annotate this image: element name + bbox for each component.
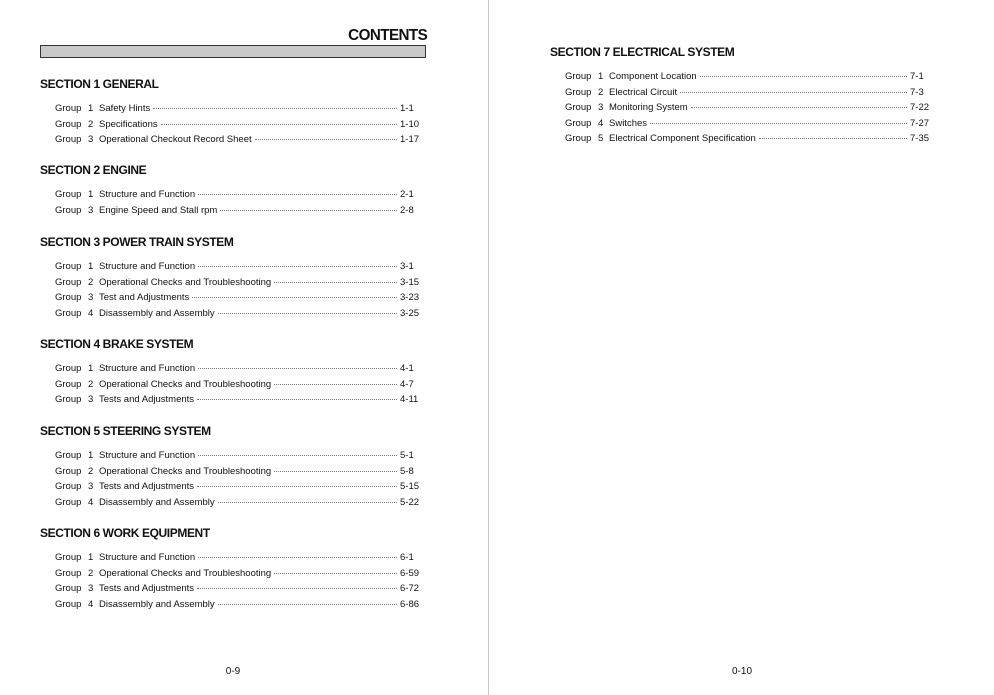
- toc-leader-dots: [274, 572, 397, 574]
- toc-page-number: 6-1: [400, 552, 414, 563]
- toc-group-number: 3: [88, 583, 94, 594]
- toc-page-number: 7-22: [910, 102, 930, 113]
- section-title: SECTION 4 BRAKE SYSTEM: [40, 337, 194, 351]
- toc-group-label: Group: [55, 204, 82, 216]
- toc-entry[interactable]: [40, 466, 420, 482]
- toc-group-label: Group: [55, 103, 82, 114]
- toc-leader-dots: [218, 501, 397, 503]
- toc-page-number: 7-35: [910, 133, 930, 144]
- toc-entry[interactable]: [40, 103, 420, 119]
- toc-entry[interactable]: [40, 292, 420, 308]
- toc-group-label: Group: [565, 133, 592, 144]
- toc-entry[interactable]: [40, 552, 420, 568]
- toc-group-label: Group: [55, 450, 82, 461]
- toc-page-number: 3-25: [400, 307, 420, 319]
- toc-group-number: 1: [88, 363, 94, 374]
- section-title: SECTION 1 GENERAL: [40, 77, 159, 91]
- toc-entry-title: Disassembly and Assembly: [99, 307, 215, 319]
- toc-entry[interactable]: [550, 102, 930, 118]
- toc-leader-dots: [197, 587, 397, 589]
- toc-group-label: Group: [55, 307, 82, 319]
- toc-entry[interactable]: [550, 71, 930, 87]
- toc-entry[interactable]: [550, 133, 930, 149]
- toc-section: [40, 77, 420, 150]
- toc-group-label: Group: [55, 394, 82, 405]
- toc-group-number: 5: [598, 133, 604, 144]
- toc-page-number: 7-1: [910, 71, 924, 82]
- toc-group-number: 1: [88, 103, 94, 114]
- toc-leader-dots: [218, 312, 397, 314]
- toc-leader-dots: [197, 398, 397, 400]
- toc-page-number: 3-15: [400, 276, 420, 288]
- toc-entry[interactable]: [40, 379, 420, 395]
- toc-entry-title: Specifications: [99, 118, 158, 130]
- toc-group-label: Group: [55, 118, 82, 130]
- toc-page-number: 3-23: [400, 292, 420, 303]
- toc-leader-dots: [691, 106, 907, 108]
- toc-entry-title: Structure and Function: [99, 363, 196, 374]
- toc-group-label: Group: [55, 583, 82, 594]
- toc-group-label: Group: [55, 496, 82, 508]
- toc-page-number: 1-10: [400, 118, 420, 130]
- toc-page-number: 7-27: [910, 117, 930, 129]
- toc-page-number: 7-3: [910, 86, 924, 98]
- toc-page-number: 5-15: [400, 481, 420, 492]
- toc-group-number: 3: [598, 102, 604, 113]
- toc-entry-title: Engine Speed and Stall rpm: [99, 204, 218, 216]
- toc-entry-title: Operational Checks and Troubleshooting: [99, 465, 272, 477]
- toc-section: [40, 526, 420, 614]
- toc-leader-dots: [161, 123, 397, 125]
- toc-page-number: 4-11: [400, 394, 419, 405]
- toc-entry[interactable]: [550, 118, 930, 134]
- toc-group-label: Group: [55, 189, 82, 200]
- right-page: [489, 0, 994, 695]
- toc-entry-title: Operational Checkout Record Sheet: [99, 134, 252, 145]
- toc-entry-title: Operational Checks and Troubleshooting: [99, 276, 272, 288]
- toc-page-number: 5-8: [400, 465, 414, 477]
- toc-entry-title: Structure and Function: [99, 261, 196, 272]
- toc-group-label: Group: [55, 363, 82, 374]
- toc-section: [40, 424, 420, 512]
- toc-group-label: Group: [55, 276, 82, 288]
- toc-page-number: 3-1: [400, 261, 414, 272]
- toc-entry[interactable]: [40, 308, 420, 324]
- section-title: SECTION 5 STEERING SYSTEM: [40, 424, 211, 438]
- toc-entry[interactable]: [40, 568, 420, 584]
- toc-leader-dots: [218, 603, 397, 605]
- toc-group-number: 2: [88, 118, 94, 130]
- toc-page-number: 5-1: [400, 450, 414, 461]
- toc-page-number: 6-86: [400, 598, 420, 610]
- toc-group-label: Group: [55, 134, 82, 145]
- contents-header-bar: [40, 45, 426, 58]
- toc-group-number: 3: [88, 481, 94, 492]
- toc-group-number: 4: [88, 496, 94, 508]
- toc-group-label: Group: [55, 378, 82, 390]
- page-number-right: 0-10: [731, 666, 752, 677]
- toc-entry-title: Structure and Function: [99, 189, 196, 200]
- toc-group-number: 1: [598, 71, 604, 82]
- toc-entry-title: Tests and Adjustments: [99, 394, 195, 405]
- toc-page-number: 5-22: [400, 496, 420, 508]
- toc-entry[interactable]: [40, 583, 420, 599]
- toc-group-label: Group: [565, 117, 592, 129]
- toc-leader-dots: [274, 470, 397, 472]
- toc-entry-title: Monitoring System: [609, 102, 688, 113]
- toc-entry-title: Operational Checks and Troubleshooting: [99, 567, 272, 579]
- toc-page-number: 6-59: [400, 567, 420, 579]
- toc-page-number: 4-7: [400, 378, 414, 390]
- toc-entry[interactable]: [40, 450, 420, 466]
- toc-page-number: 1-17: [400, 134, 420, 145]
- toc-group-number: 4: [598, 117, 604, 129]
- toc-leader-dots: [274, 281, 397, 283]
- toc-group-number: 1: [88, 189, 94, 200]
- toc-page-number: 2-8: [400, 204, 414, 216]
- toc-page-number: 6-72: [400, 583, 420, 594]
- toc-leader-dots: [255, 138, 397, 140]
- toc-entry-title: Electrical Circuit: [609, 86, 678, 98]
- toc-section: [40, 337, 420, 410]
- toc-entry-title: Operational Checks and Troubleshooting: [99, 378, 272, 390]
- toc-section: [40, 235, 420, 323]
- toc-entry[interactable]: [40, 189, 420, 205]
- page-number-left: 0-9: [225, 666, 241, 677]
- toc-entry-title: Component Location: [609, 71, 697, 82]
- toc-leader-dots: [198, 367, 397, 369]
- toc-leader-dots: [198, 265, 397, 267]
- toc-leader-dots: [274, 383, 397, 385]
- toc-group-number: 1: [88, 261, 94, 272]
- toc-leader-dots: [198, 193, 397, 195]
- toc-entry[interactable]: [40, 119, 420, 135]
- toc-entry[interactable]: [40, 394, 420, 410]
- toc-entry-title: Tests and Adjustments: [99, 583, 195, 594]
- toc-group-label: Group: [565, 86, 592, 98]
- toc-group-number: 2: [598, 86, 604, 98]
- toc-leader-dots: [153, 107, 397, 109]
- toc-entry[interactable]: [40, 134, 420, 150]
- toc-leader-dots: [700, 75, 907, 77]
- contents-heading: CONTENTS: [347, 27, 427, 44]
- toc-entry[interactable]: [40, 497, 420, 513]
- toc-section: [40, 163, 420, 220]
- toc-page-number: 4-1: [400, 363, 414, 374]
- toc-group-number: 3: [88, 292, 94, 303]
- toc-entry[interactable]: [40, 205, 420, 221]
- toc-leader-dots: [198, 454, 397, 456]
- toc-group-number: 4: [88, 307, 94, 319]
- toc-group-number: 1: [88, 450, 94, 461]
- toc-group-label: Group: [565, 71, 592, 82]
- toc-group-label: Group: [55, 552, 82, 563]
- left-page: [0, 0, 488, 695]
- toc-entry[interactable]: [40, 277, 420, 293]
- toc-entry[interactable]: [40, 481, 420, 497]
- toc-leader-dots: [197, 485, 397, 487]
- toc-group-label: Group: [55, 292, 82, 303]
- toc-entry[interactable]: [40, 599, 420, 615]
- toc-entry-title: Safety Hints: [99, 103, 151, 114]
- toc-group-label: Group: [55, 261, 82, 272]
- toc-leader-dots: [192, 296, 397, 298]
- toc-entry-title: Disassembly and Assembly: [99, 598, 215, 610]
- toc-group-label: Group: [55, 598, 82, 610]
- toc-leader-dots: [198, 556, 397, 558]
- toc-group-number: 4: [88, 598, 94, 610]
- toc-entry[interactable]: [40, 261, 420, 277]
- section-title: SECTION 3 POWER TRAIN SYSTEM: [40, 235, 234, 249]
- toc-entry-title: Test and Adjustments: [99, 292, 190, 303]
- toc-entry-title: Structure and Function: [99, 450, 196, 461]
- toc-entry-title: Disassembly and Assembly: [99, 496, 215, 508]
- toc-group-number: 2: [88, 276, 94, 288]
- toc-leader-dots: [759, 137, 907, 139]
- toc-entry[interactable]: [40, 363, 420, 379]
- toc-entry-title: Structure and Function: [99, 552, 196, 563]
- toc-group-number: 3: [88, 134, 94, 145]
- toc-entry-title: Tests and Adjustments: [99, 481, 195, 492]
- toc-leader-dots: [680, 91, 907, 93]
- toc-group-number: 2: [88, 378, 94, 390]
- toc-section: [550, 45, 930, 149]
- toc-group-number: 1: [88, 552, 94, 563]
- toc-group-number: 2: [88, 465, 94, 477]
- toc-entry-title: Electrical Component Specification: [609, 133, 756, 144]
- toc-group-number: 3: [88, 204, 94, 216]
- section-title: SECTION 6 WORK EQUIPMENT: [40, 526, 210, 540]
- toc-entry-title: Switches: [609, 117, 648, 129]
- toc-group-label: Group: [55, 481, 82, 492]
- toc-page-number: 2-1: [400, 189, 414, 200]
- toc-page-number: 1-1: [400, 103, 414, 114]
- toc-group-number: 2: [88, 567, 94, 579]
- toc-group-number: 3: [88, 394, 94, 405]
- toc-leader-dots: [650, 122, 907, 124]
- toc-group-label: Group: [55, 465, 82, 477]
- toc-leader-dots: [220, 209, 397, 211]
- toc-group-label: Group: [55, 567, 82, 579]
- toc-entry[interactable]: [550, 87, 930, 103]
- section-title: SECTION 7 ELECTRICAL SYSTEM: [550, 45, 735, 59]
- section-title: SECTION 2 ENGINE: [40, 163, 147, 177]
- toc-group-label: Group: [565, 102, 592, 113]
